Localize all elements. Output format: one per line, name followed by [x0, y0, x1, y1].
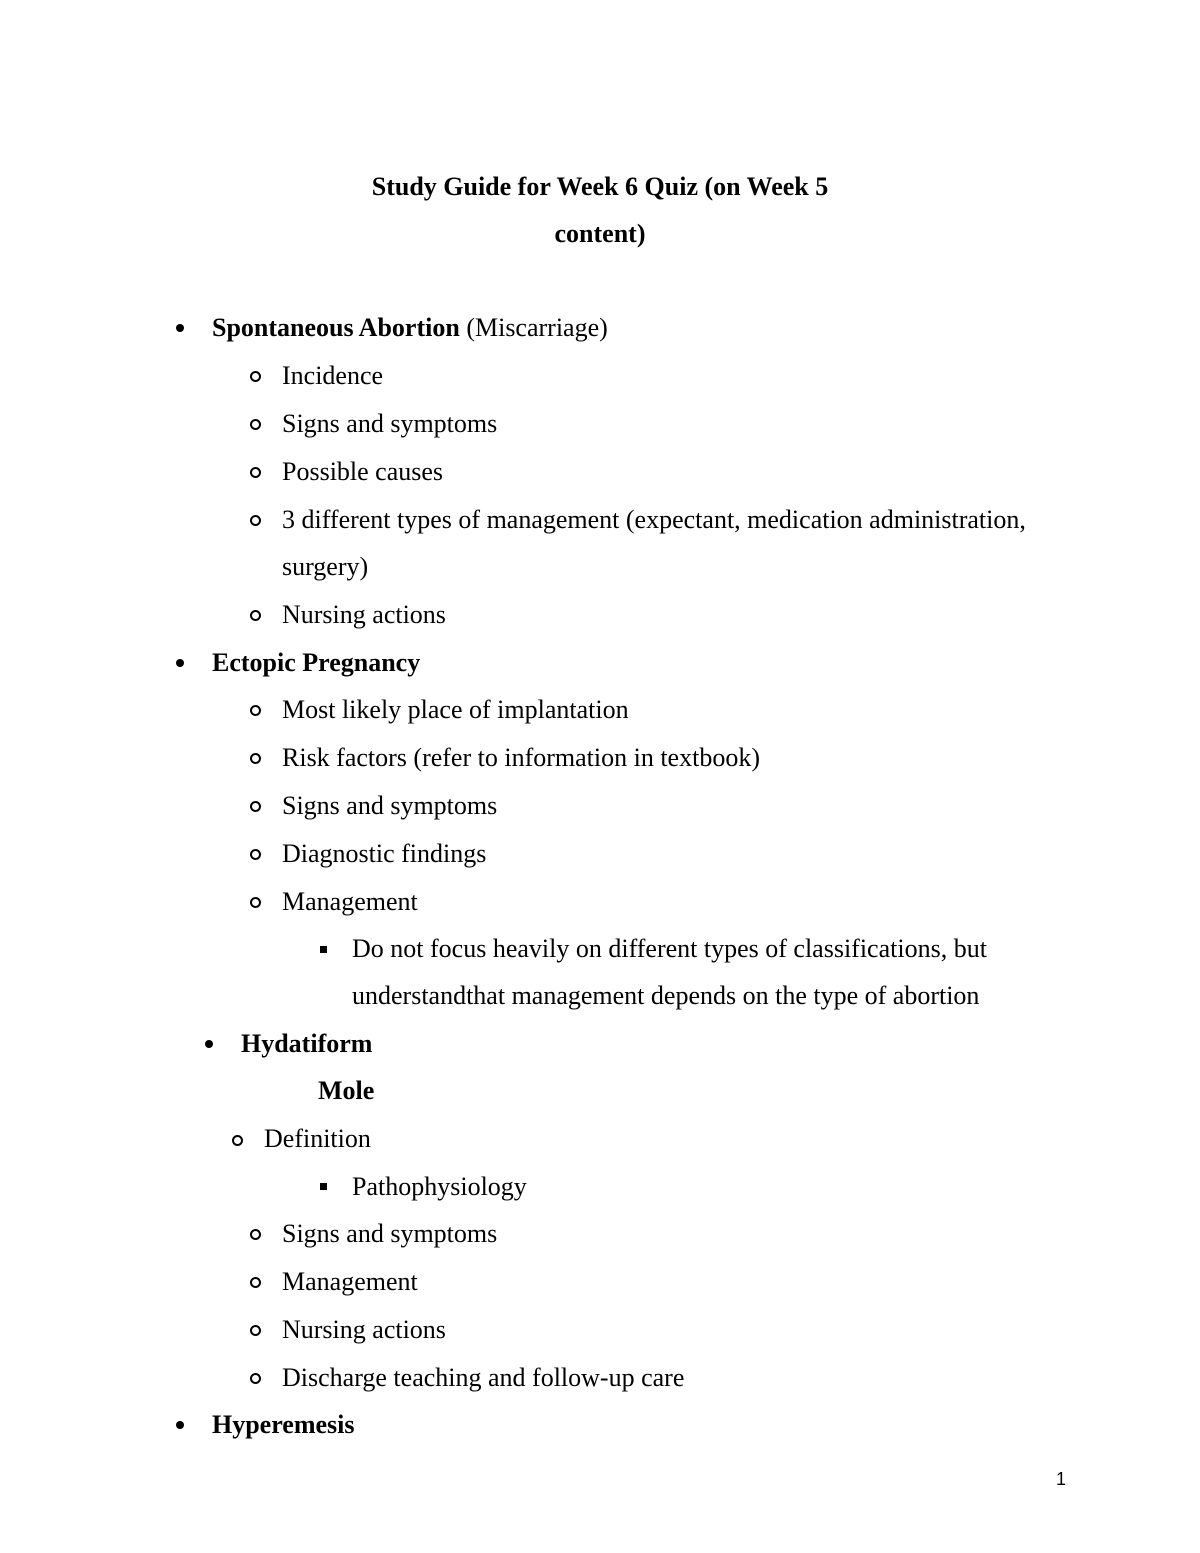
bullet-circle-icon [250, 419, 261, 430]
bullet-circle-icon [250, 1325, 261, 1336]
list-item-signs-symptoms: Signs and symptoms [282, 1219, 498, 1248]
section-heading-bold: Spontaneous Abortion [212, 313, 460, 342]
bullet-circle-icon [250, 705, 261, 716]
bullet-circle-icon [250, 753, 261, 764]
list-item-management: Management [282, 887, 418, 916]
list-item-implantation: Most likely place of implantation [282, 695, 629, 724]
bullet-circle-icon [250, 515, 261, 526]
section-heading-spontaneous-abortion [212, 313, 608, 343]
list-item-risk-factors: Risk factors (refer to information in textbook) [282, 743, 760, 772]
list-item-definition: Definition [264, 1124, 371, 1153]
page-title-line-1: Study Guide for Week 6 Quiz (on Week 5 [371, 172, 829, 201]
bullet-circle-icon [250, 610, 261, 621]
section-heading-mole: Mole [318, 1076, 375, 1105]
bullet-circle-icon [250, 1277, 261, 1288]
list-item-management: Management [282, 1267, 418, 1296]
bullet-circle-icon [250, 371, 261, 382]
section-heading-suffix: (Miscarriage) [459, 313, 608, 342]
list-item-management-types: 3 different types of management (expectant, medication administration, [282, 505, 1026, 534]
sub-item-classifications-continued: understandthat management depends on the type of abortion [352, 981, 980, 1010]
bullet-circle-icon [250, 897, 261, 908]
bullet-square-icon [320, 946, 327, 953]
bullet-circle-icon [232, 1135, 243, 1146]
page-number: 1 [1056, 1469, 1067, 1489]
bullet-disc-icon [176, 324, 184, 332]
sub-item-classifications: Do not focus heavily on different types of classifications, but [352, 934, 987, 963]
section-heading-ectopic-pregnancy: Ectopic Pregnancy [212, 648, 421, 677]
bullet-circle-icon [250, 1229, 261, 1240]
section-heading-hyperemesis: Hyperemesis [212, 1410, 355, 1439]
list-item-nursing-actions: Nursing actions [282, 1315, 446, 1344]
list-item-signs-symptoms: Signs and symptoms [282, 791, 498, 820]
list-item-discharge-teaching: Discharge teaching and follow-up care [282, 1363, 685, 1392]
sub-item-pathophysiology: Pathophysiology [352, 1172, 527, 1201]
list-item-nursing-actions: Nursing actions [282, 600, 446, 629]
bullet-circle-icon [250, 467, 261, 478]
list-item-diagnostic-findings: Diagnostic findings [282, 839, 487, 868]
section-heading-hydatiform: Hydatiform [241, 1029, 373, 1058]
bullet-circle-icon [250, 1373, 261, 1384]
bullet-disc-icon [205, 1040, 213, 1048]
bullet-disc-icon [176, 1421, 184, 1429]
bullet-square-icon [320, 1183, 327, 1190]
bullet-disc-icon [176, 659, 184, 667]
list-item-incidence: Incidence [282, 361, 384, 390]
list-item-possible-causes: Possible causes [282, 457, 444, 486]
page-title-line-2: content) [554, 219, 646, 248]
list-item-signs-symptoms: Signs and symptoms [282, 409, 498, 438]
bullet-circle-icon [250, 849, 261, 860]
list-item-management-types-continued: surgery) [282, 552, 369, 581]
bullet-circle-icon [250, 801, 261, 812]
